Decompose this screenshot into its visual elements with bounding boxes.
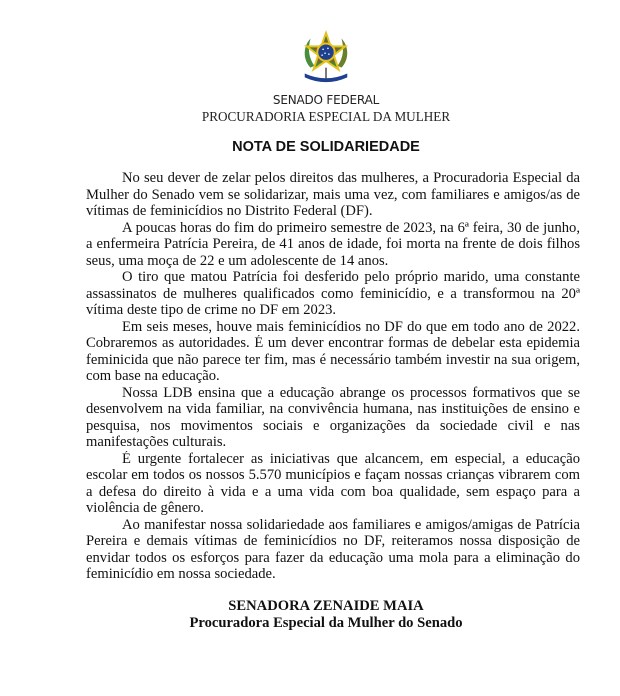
text-line: Cobraremos as autoridades. É um dever encontrar formas de debelar esta epidemia (86, 335, 580, 351)
document-body (86, 170, 580, 583)
text-line: manifestações culturais. (86, 434, 227, 450)
text-line: Em seis meses, houve mais feminicídios no DF do que em todo ano de 2022. (122, 318, 580, 335)
brazil-coat-of-arms-icon (297, 29, 355, 87)
paragraph (86, 385, 580, 451)
paragraph (86, 170, 580, 220)
text-line: pesquisa, nos movimentos sociais e organizações da sociedade civil e nas (86, 417, 580, 434)
left-branch (305, 39, 315, 68)
signatory-name: SENADORA ZENAIDE MAIA (228, 598, 424, 614)
paragraph (86, 319, 580, 385)
text-line: Pereira e demais vítimas de feminicídios no DF, reiteramos nossa disposição de (86, 533, 580, 549)
text-line: Nossa LDB ensina que a educação abrange os processos formativos que se (122, 384, 580, 401)
text-line: No seu dever de zelar pelos direitos das mulheres, a Procuradoria Especial da (122, 170, 580, 186)
paragraph (86, 269, 580, 319)
text-line: Ao manifestar nossa solidariedade aos familiares e amigos/amigas de Patrícia (122, 516, 580, 533)
paragraph (86, 517, 580, 583)
document-title: NOTA DE SOLIDARIEDADE (232, 139, 420, 155)
text-line: assassinatos de mulheres qualificados como feminicídio, e a transformou na 20ª (86, 285, 580, 302)
text-line: É urgente fortalecer as iniciativas que alcancem, em especial, a educação (122, 450, 580, 467)
text-line: A poucas horas do fim do primeiro semestre de 2023, na 6ª feira, 30 de junho, (122, 219, 580, 236)
paragraph (86, 451, 580, 517)
text-line: seus, uma moça de 22 e um adolescente de 14 anos. (86, 252, 389, 269)
text-line: feminicídio em nossa sociedade. (86, 566, 276, 582)
text-line: Mulher do Senado vem se solidarizar, mais uma vez, com familiares e amigos/as de (86, 186, 580, 203)
department-name: PROCURADORIA ESPECIAL DA MULHER (201, 109, 451, 124)
signatory-role: Procuradora Especial da Mulher do Senado (189, 615, 463, 631)
paragraph (86, 220, 580, 270)
text-line: vítimas de feminicídios no Distrito Federal (DF). (86, 203, 373, 219)
institution-name: SENADO FEDERAL (272, 93, 380, 107)
text-line: desenvolvem na vida familiar, na convivência humana, nas instituições de ensino e (86, 401, 580, 417)
text-line: vítima deste tipo de crime no DF em 2023. (86, 302, 337, 318)
text-line: violência de gênero. (86, 500, 204, 516)
text-line: feminicida que não parece ter fim, mas é necessário também investir na sua origem, (86, 351, 580, 368)
text-line: com base na educação. (86, 368, 220, 384)
text-line: a enfermeira Patrícia Pereira, de 41 anos de idade, foi morta na frente de dois filhos (86, 236, 580, 252)
text-line: envidar todos os esforços para fazer da educação uma mola para a eliminação do (86, 549, 580, 566)
right-branch (338, 39, 348, 68)
text-line: a defesa do direito à vida e a uma vida com boa qualidade, sem espaço para a (86, 483, 580, 500)
text-line: O tiro que matou Patrícia foi desferido pelo próprio marido, uma constante (122, 269, 580, 285)
disc-blue (318, 44, 333, 59)
text-line: escolar em todos os nossos 5.570 municípios e façam nossas crianças vibrarem com (86, 467, 580, 483)
